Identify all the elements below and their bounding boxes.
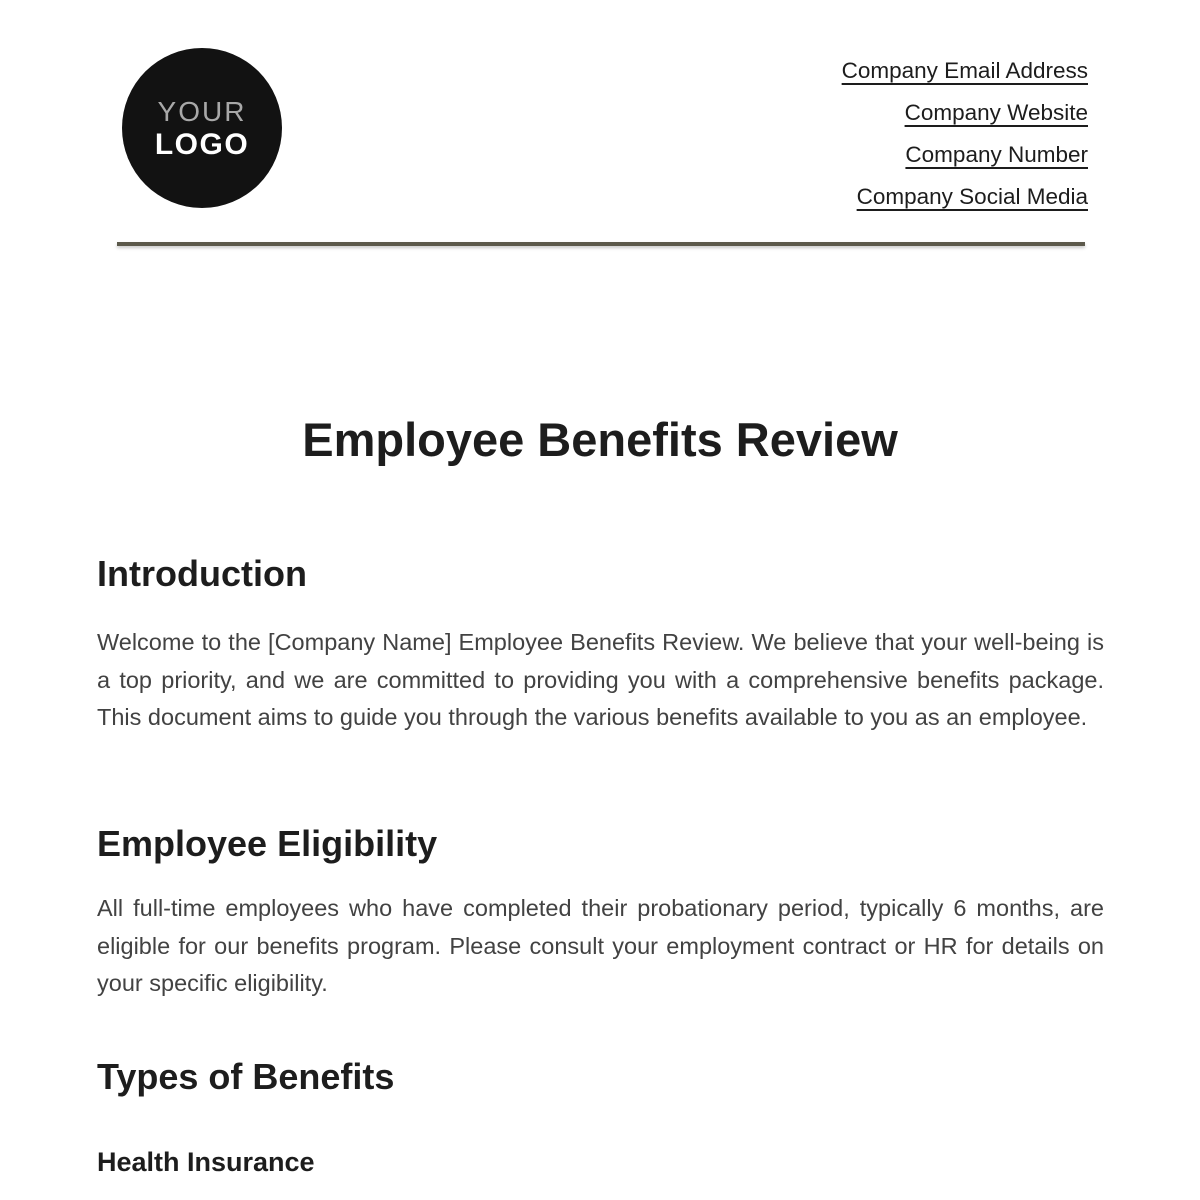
section-body-introduction: Welcome to the [Company Name] Employee Benefits Review. We believe that your well-being is a top priority, and we are committed to providing you with a comprehensive benefits package. This document aims to guide you through the various benefits available to you as an employee. bbox=[97, 629, 1104, 730]
section-body-employee-eligibility: All full-time employees who have completed their probationary period, typically 6 months, are eligible for our benefits program. Please consult your employment contract or HR for details on your specific eligibility. bbox=[97, 895, 1104, 996]
logo-text-your: YOUR bbox=[157, 95, 247, 127]
logo-text-logo: LOGO bbox=[154, 127, 250, 161]
section-heading-introduction: Introduction bbox=[97, 553, 307, 594]
section-heading-employee-eligibility: Employee Eligibility bbox=[97, 823, 438, 864]
company-email-link[interactable]: Company Email Address bbox=[841, 58, 1088, 83]
company-social-media-link[interactable]: Company Social Media bbox=[856, 184, 1088, 209]
subsection-heading-health-insurance: Health Insurance bbox=[97, 1147, 315, 1177]
company-website-link[interactable]: Company Website bbox=[904, 100, 1088, 125]
company-number-link[interactable]: Company Number bbox=[905, 142, 1088, 167]
header-divider bbox=[117, 242, 1085, 246]
document-title: Employee Benefits Review bbox=[302, 413, 898, 466]
company-logo bbox=[122, 48, 282, 208]
company-contact-links bbox=[842, 50, 1088, 218]
section-heading-types-of-benefits: Types of Benefits bbox=[97, 1056, 395, 1097]
